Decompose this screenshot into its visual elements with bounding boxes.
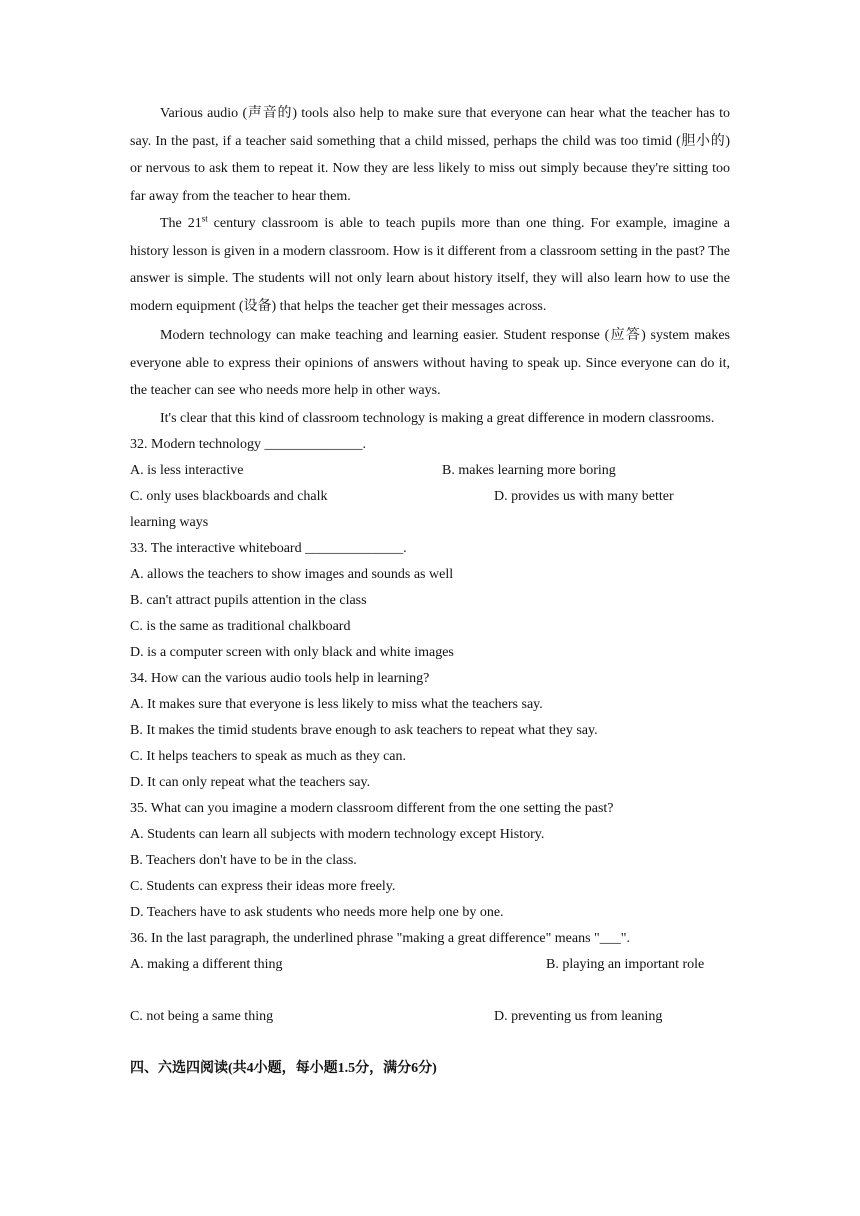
question-34-option-a: A. It makes sure that everyone is less likely to miss what the teachers say. <box>130 697 543 712</box>
paragraph-21st-century <box>130 210 730 320</box>
question-33-option-b: B. can't attract pupils attention in the class <box>130 593 367 608</box>
question-32-option-d: D. provides us with many better <box>494 489 674 504</box>
question-32-stem: 32. Modern technology ______________. <box>130 437 367 452</box>
paragraph-audio-tools: Various audio (声音的) tools also help to make sure that everyone can hear what the teacher has to say. In the past, if a teacher said something that a child missed, perhaps the child was too timid (胆小的) or nervous to ask them to repeat it. Now they are less likely to miss out simply because they're sitting too far away from the teacher to hear them. <box>130 106 730 204</box>
question-33-stem: 33. The interactive whiteboard ______________. <box>130 541 407 556</box>
question-35-option-d: D. Teachers have to ask students who needs more help one by one. <box>130 905 504 920</box>
question-36-option-d: D. preventing us from leaning <box>494 1009 663 1024</box>
blank-line-spacer <box>130 978 730 1004</box>
paragraph-conclusion: It's clear that this kind of classroom technology is making a great difference in modern classrooms. <box>160 410 715 426</box>
question-34-option-b: B. It makes the timid students brave enough to ask teachers to repeat what they say. <box>130 723 598 738</box>
question-32-option-b: B. makes learning more boring <box>442 463 616 478</box>
question-32-option-d-continued: learning ways <box>130 515 209 530</box>
question-36-option-c: C. not being a same thing <box>130 1009 274 1024</box>
question-32-row-cd <box>130 484 730 510</box>
question-33-option-c: C. is the same as traditional chalkboard <box>130 619 351 634</box>
question-36-stem: 36. In the last paragraph, the underlined phrase "making a great difference" means "___". <box>130 931 630 946</box>
question-36-option-a: A. making a different thing <box>130 957 283 972</box>
question-32-option-c: C. only uses blackboards and chalk <box>130 489 328 504</box>
question-36-row-cd <box>130 1004 730 1030</box>
paragraph-modern-technology: Modern technology can make teaching and learning easier. Student response (应答) system makes everyone able to express their opinions of answers without having to speak up. Since everyone can do it, the teacher can see who needs more help in other ways. <box>130 328 730 398</box>
question-35-option-b: B. Teachers don't have to be in the class. <box>130 853 357 868</box>
question-35-stem: 35. What can you imagine a modern classroom different from the one setting the past? <box>130 801 614 816</box>
question-36-row-ab <box>130 952 730 978</box>
document-page <box>130 100 730 1082</box>
question-36-option-b: B. playing an important role <box>546 957 705 972</box>
question-32-row-ab <box>130 458 730 484</box>
question-33-option-d: D. is a computer screen with only black and white images <box>130 645 454 660</box>
paragraph-21st-part-a: The 21 <box>160 216 202 231</box>
question-33-option-a: A. allows the teachers to show images and sounds as well <box>130 567 454 582</box>
question-34-option-d: D. It can only repeat what the teachers say. <box>130 775 371 790</box>
question-35-option-c: C. Students can express their ideas more freely. <box>130 879 396 894</box>
question-34-option-c: C. It helps teachers to speak as much as they can. <box>130 749 407 764</box>
section-heading: 四、六选四阅读(共4小题，每小题1.5分，满分6分) <box>130 1061 437 1076</box>
section-spacer <box>130 1030 730 1056</box>
paragraph-21st-part-b: century classroom is able to teach pupils more than one thing. For example, imagine a history lesson is given in a modern classroom. How is it different from a classroom setting in the past? The answer is simple. The students will not only learn about history itself, they will also learn how to use the modern equipment (设备) that helps the teacher get their messages across. <box>130 216 731 314</box>
question-35-option-a: A. Students can learn all subjects with modern technology except History. <box>130 827 545 842</box>
question-34-stem: 34. How can the various audio tools help in learning? <box>130 671 430 686</box>
superscript-st: st <box>201 213 208 224</box>
question-32-option-a: A. is less interactive <box>130 463 244 478</box>
